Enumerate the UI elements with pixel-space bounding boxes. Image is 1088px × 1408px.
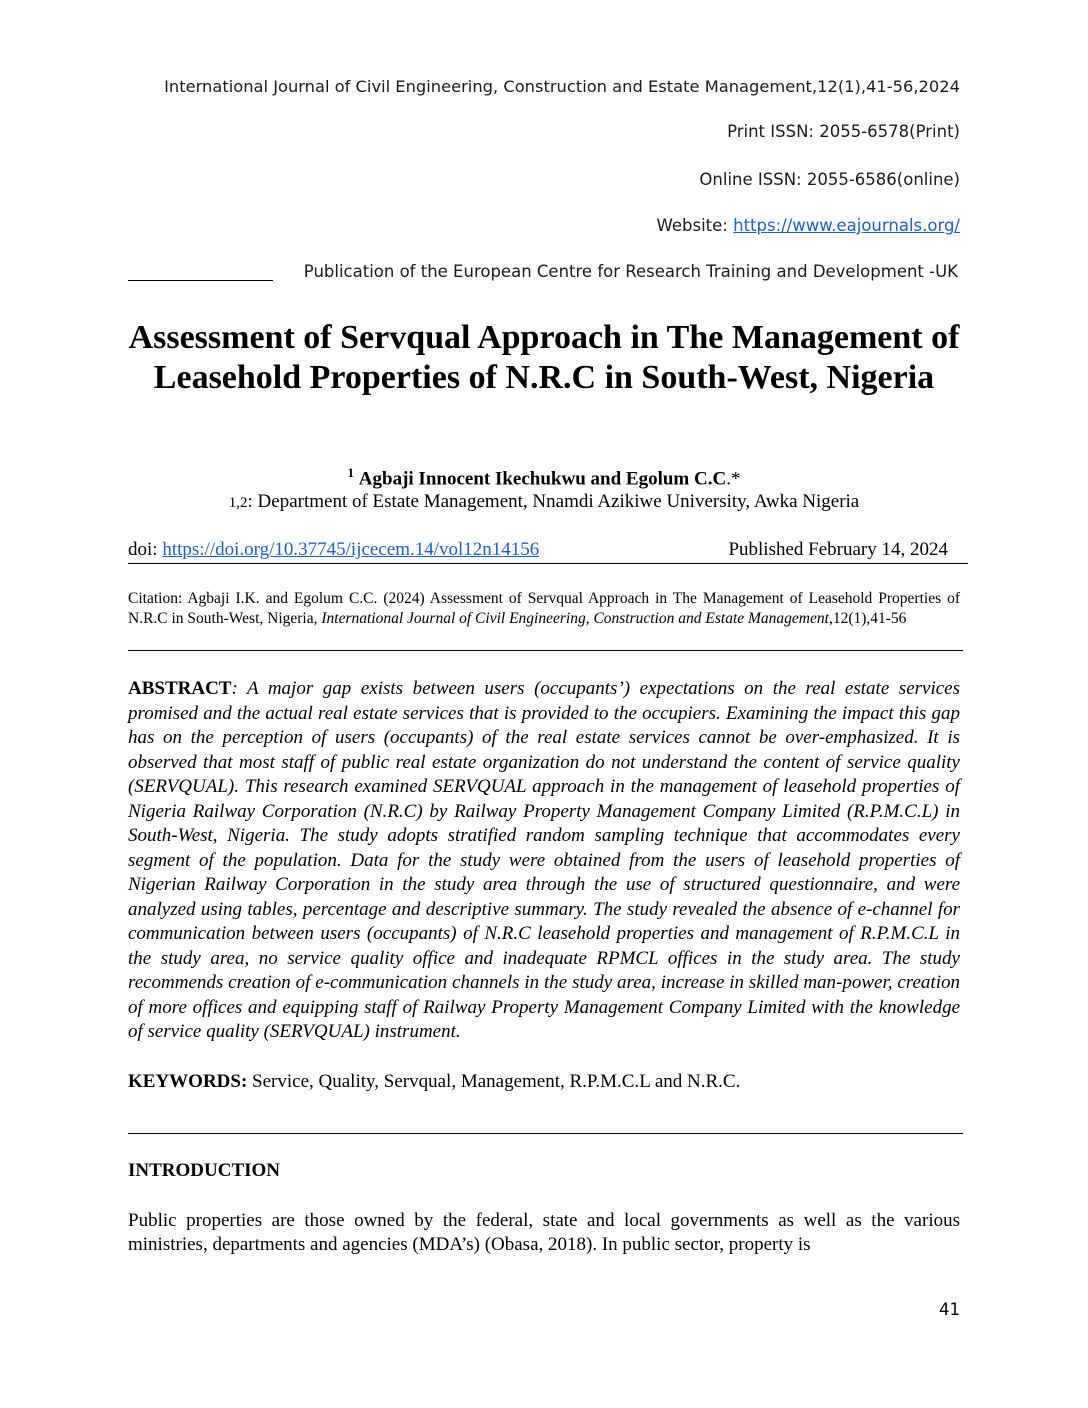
citation-journal: International Journal of Civil Engineering, Construction and Estate Management: [321, 610, 829, 627]
website-label: Website:: [656, 216, 728, 235]
doi-link[interactable]: https://doi.org/10.37745/ijcecem.14/vol12n14156: [162, 539, 540, 560]
doi-rule: [128, 563, 968, 564]
publisher-line: Publication of the European Centre for Research Training and Development -UK: [303, 262, 958, 281]
keywords-text: Service, Quality, Servqual, Management, R.P.M.C.L and N.R.C.: [247, 1071, 741, 1092]
website-line: [657, 216, 960, 235]
keywords: [128, 1071, 960, 1093]
print-issn: Print ISSN: 2055-6578(Print): [727, 122, 960, 141]
doi-label: doi:: [128, 539, 158, 560]
citation-prefix: Citation: Agbaji I.K. and Egolum C.C. (2024) Assessment of Servqual Approach in The Management of Leasehold Properties of N.R.C in South-West, Nigeria,: [128, 590, 960, 627]
citation-rule: [128, 650, 963, 651]
keywords-rule: [128, 1133, 963, 1134]
abstract-label: ABSTRACT: [128, 678, 232, 699]
website-link[interactable]: https://www.eajournals.org/: [733, 216, 960, 235]
citation: [128, 589, 960, 629]
affiliation-numbers: 1,2: [228, 495, 248, 511]
affiliation-text: : Department of Estate Management, Nnamdi Azikiwe University, Awka Nigeria: [247, 491, 860, 512]
doi-line: [128, 539, 539, 561]
published-date: Published February 14, 2024: [728, 539, 948, 560]
author-suffix: .*: [726, 468, 741, 490]
affiliation: [128, 491, 960, 513]
authors: [128, 465, 960, 490]
publisher-rule: [128, 280, 273, 281]
abstract-text: : A major gap exists between users (occupants’) expectations on the real estate services promised and the actual real estate services that is provided to the occupiers. Examining the impact this gap has on the perception of users (occupants) of the real estate services cannot be over-emphasized. It is observed that most staff of public real estate organization do not understand the content of service quality (SERVQUAL). This research examined SERVQUAL approach in the management of leasehold properties of Nigeria Railway Corporation (N.R.C) by Railway Property Management Company Limited (R.P.M.C.L) in South-West, Nigeria. The study adopts stratified random sampling technique that accommodates every segment of the population. Data for the study were obtained from the users of leasehold properties of Nigerian Railway Corporation in the study area through the use of structured questionnaire, and were analyzed using tables, percentage and descriptive summary. The study revealed the absence of e-channel for communication between users (occupants) of N.R.C leasehold properties and management of R.P.M.C.L in the study area, no service quality office and inadequate RPMCL offices in the study area. The study recommends creation of e-communication channels in the study area, increase in skilled man-power, creation of more offices and equipping staff of Railway Property Management Company Limited with the knowledge of service quality (SERVQUAL) instrument.: [128, 678, 960, 1042]
introduction-text: Public properties are those owned by the federal, state and local governments as well as the various ministries, departments and agencies (MDA’s) (Obasa, 2018). In public sector, property is: [128, 1210, 960, 1255]
paper-title: Assessment of Servqual Approach in The Management of Leasehold Properties of N.R.C in South-West, Nigeria: [128, 319, 960, 396]
keywords-label: KEYWORDS:: [128, 1071, 248, 1092]
journal-header: International Journal of Civil Engineering, Construction and Estate Management,12(1),41-56,2024: [164, 77, 960, 96]
author-names: Agbaji Innocent Ikechukwu and Egolum C.C: [358, 468, 727, 490]
introduction-heading: INTRODUCTION: [128, 1160, 281, 1181]
online-issn: Online ISSN: 2055-6586(online): [699, 170, 960, 189]
abstract: [128, 677, 960, 1045]
citation-suffix: ,12(1),41-56: [828, 610, 907, 627]
page-number: 41: [939, 1300, 960, 1319]
author-superscript: 1: [347, 465, 355, 480]
